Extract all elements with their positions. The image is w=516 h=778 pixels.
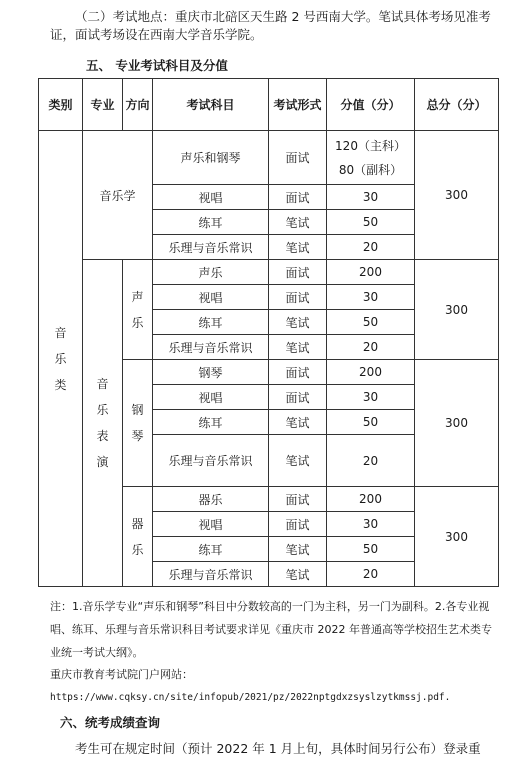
subject-cell: 视唱 (153, 385, 269, 410)
score-cell: 200 (327, 487, 415, 512)
form-cell: 笔试 (269, 235, 327, 260)
header-total: 总分（分） (415, 79, 499, 131)
form-cell: 面试 (269, 185, 327, 210)
exam-subjects-table (38, 78, 499, 587)
header-subject: 考试科目 (153, 79, 269, 131)
subject-cell: 器乐 (153, 487, 269, 512)
subject-cell: 练耳 (153, 310, 269, 335)
score-cell: 20 (327, 335, 415, 360)
category-cell: 音乐类 (39, 131, 83, 587)
form-cell: 面试 (269, 131, 327, 185)
total-cell: 300 (415, 360, 499, 487)
form-cell: 面试 (269, 487, 327, 512)
score-cell: 30 (327, 512, 415, 537)
score-cell: 50 (327, 537, 415, 562)
score-cell (327, 131, 415, 185)
music-major-cell: 音乐学 (83, 131, 153, 260)
score-cell: 30 (327, 385, 415, 410)
score-cell: 30 (327, 185, 415, 210)
portal-url-link[interactable]: https://www.cqksy.cn/site/infopub/2021/pz/2022nptgdxzsyslzytkmssj.pdf. (50, 692, 451, 703)
header-direction: 方向 (123, 79, 153, 131)
results-paragraph: 考生可在规定时间（预计 2022 年 1 月上旬，具体时间另行公布）登录重 (75, 741, 481, 756)
subject-cell: 练耳 (153, 410, 269, 435)
subject-cell: 乐理与音乐常识 (153, 562, 269, 587)
subject-cell: 声乐和钢琴 (153, 131, 269, 185)
exam-location-paragraph: （二）考试地点：重庆市北碚区天生路 2 号西南大学。笔试具体考场见准考证，面试考场设在西南大学音乐学院。 (50, 9, 491, 42)
header-score: 分值（分） (327, 79, 415, 131)
perf-major-cell: 音乐表演 (83, 260, 123, 587)
score-cell: 50 (327, 310, 415, 335)
form-cell: 笔试 (269, 310, 327, 335)
portal-label: 重庆市教育考试院门户网站： (50, 668, 193, 681)
direction-instrument-cell: 器乐 (123, 487, 153, 587)
subject-cell: 视唱 (153, 185, 269, 210)
form-cell: 面试 (269, 285, 327, 310)
score-cell: 50 (327, 410, 415, 435)
score-cell: 50 (327, 210, 415, 235)
table-header-row (39, 79, 499, 131)
subject-cell: 视唱 (153, 285, 269, 310)
total-cell: 300 (415, 487, 499, 587)
form-cell: 笔试 (269, 210, 327, 235)
subject-cell: 视唱 (153, 512, 269, 537)
subject-cell: 声乐 (153, 260, 269, 285)
score-cell: 200 (327, 260, 415, 285)
form-cell: 笔试 (269, 537, 327, 562)
subject-cell: 钢琴 (153, 360, 269, 385)
form-cell: 笔试 (269, 410, 327, 435)
form-cell: 面试 (269, 260, 327, 285)
form-cell: 笔试 (269, 562, 327, 587)
direction-piano-cell: 钢琴 (123, 360, 153, 487)
table-row (39, 260, 499, 285)
section6-title: 六、统考成绩查询 (60, 715, 161, 730)
subject-cell: 乐理与音乐常识 (153, 335, 269, 360)
total-cell: 300 (415, 131, 499, 260)
subject-cell: 乐理与音乐常识 (153, 235, 269, 260)
table-row (39, 131, 499, 185)
form-cell: 面试 (269, 360, 327, 385)
score-cell: 30 (327, 285, 415, 310)
form-cell: 笔试 (269, 435, 327, 487)
subject-cell: 乐理与音乐常识 (153, 435, 269, 487)
header-major: 专业 (83, 79, 123, 131)
form-cell: 面试 (269, 385, 327, 410)
score-cell: 20 (327, 435, 415, 487)
score-minor: 80（副科） (338, 162, 403, 177)
total-cell: 300 (415, 260, 499, 360)
score-main: 120（主科） (335, 138, 406, 153)
table-note: 注：1.音乐学专业“声乐和钢琴”科目中分数较高的一门为主科，另一门为副科。2.各专业视唱、练耳、乐理与音乐常识科目考试要求详见《重庆市 2022 年普通高等学校招生艺术类专业统一考试大纲》。 (50, 600, 492, 659)
section5-title: 五、 专业考试科目及分值 (86, 58, 228, 73)
score-cell: 20 (327, 235, 415, 260)
subject-cell: 练耳 (153, 210, 269, 235)
direction-vocal-cell: 声乐 (123, 260, 153, 360)
subject-cell: 练耳 (153, 537, 269, 562)
header-form: 考试形式 (269, 79, 327, 131)
header-category: 类别 (39, 79, 83, 131)
score-cell: 200 (327, 360, 415, 385)
form-cell: 笔试 (269, 335, 327, 360)
score-cell: 20 (327, 562, 415, 587)
form-cell: 面试 (269, 512, 327, 537)
